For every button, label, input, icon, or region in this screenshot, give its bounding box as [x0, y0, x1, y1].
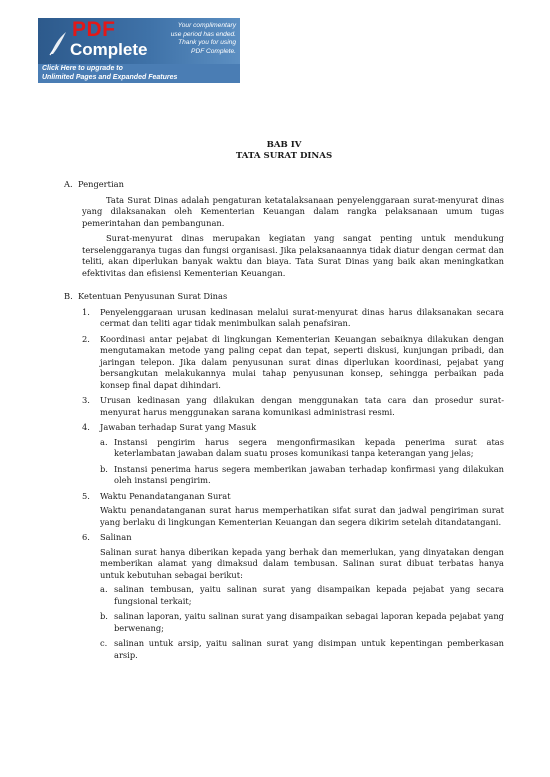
sub-item-text: salinan untuk arsip, yaitu salinan surat yang disimpan untuk kepentingan pemberkasan arsip.	[114, 638, 504, 660]
sub-list-item	[100, 584, 504, 607]
chapter-title: TATA SURAT DINAS	[235, 151, 333, 161]
item-text: Koordinasi antar pejabat di lingkungan Kementerian Keuangan sebaiknya dilakukan dengan mengutamakan metode yang paling cepat dan tepat, seperti diskusi, kunjungan pribadi, dan jaringan telepon. Jika dalam penyusunan surat dinas diperlukan koordinasi, pejabat yang bersangkutan melakukannya mulai tahap penyusunan konsep, sehingga perbaikan pada konsep final dapat dihindari.	[100, 333, 504, 390]
banner-message	[144, 22, 236, 56]
section-title: Ketentuan Penyusunan Surat Dinas	[78, 291, 228, 301]
pdf-complete-banner[interactable]	[38, 18, 240, 64]
section-b-heading	[64, 291, 504, 303]
item-title: Waktu Penandatanganan Surat	[100, 490, 231, 501]
sub-item-letter: c.	[100, 638, 108, 648]
section-a-heading	[64, 179, 504, 191]
sub-item-letter: a.	[100, 436, 108, 447]
paragraph: Tata Surat Dinas adalah pengaturan ketatalaksanaan penyelenggaraan surat-menyurat dinas yang dilaksanakan oleh Kementerian Keuangan dalam rangka pelaksanaan umum tugas pemerintahan dan pembangunan.	[82, 194, 504, 228]
item-text: Waktu penandatanganan surat harus memperhatikan sifat surat dan jadwal pengiriman surat yang berlaku di lingkungan Kementerian Keuangan dan segera dikirim setelah ditandatangani.	[100, 505, 504, 527]
quill-icon	[48, 30, 68, 56]
list-item	[64, 532, 504, 661]
list-item	[64, 307, 504, 330]
banner-message-line: Your complimentary	[177, 22, 236, 29]
sub-list-item	[100, 437, 504, 460]
logo-pdf-text: PDF	[72, 18, 116, 41]
sub-item-text: salinan laporan, yaitu salinan surat yang disampaikan sebagai laporan kepada pejabat yang berwenang;	[114, 611, 504, 633]
banner-message-line: Thank you for using	[178, 39, 236, 46]
sub-item-text: salinan tembusan, yaitu salinan surat yang disampaikan kepada pejabat yang secara fungsional terkait;	[114, 584, 504, 606]
sub-item-letter: a.	[100, 584, 108, 594]
upgrade-link-line[interactable]: Click Here to upgrade to	[42, 65, 123, 72]
sub-item-letter: b.	[100, 611, 108, 621]
sub-list-item	[100, 638, 504, 661]
section-label: A.	[64, 179, 73, 189]
logo-complete-text: Complete	[70, 40, 148, 59]
numbered-list	[64, 307, 504, 662]
lettered-list	[100, 437, 504, 487]
sub-list-item	[100, 611, 504, 634]
section-label: B.	[64, 291, 73, 301]
list-item	[64, 395, 504, 418]
sub-item-letter: b.	[100, 463, 108, 474]
item-number: 6.	[82, 532, 90, 542]
document-page	[64, 140, 504, 665]
item-text: Penyelenggaraan urusan kedinasan melalui surat-menyurat dinas harus dilaksanakan secara cermat dan teliti agar tidak menimbulkan salah penafsiran.	[100, 306, 504, 328]
list-item	[64, 491, 504, 529]
item-number: 4.	[82, 422, 90, 432]
paragraph: Surat-menyurat dinas merupakan kegiatan yang sangat penting untuk mendukung terselenggaranya tugas dan fungsi organisasi. Jika pelaksanaannya tidak diatur dengan cermat dan teliti, akan diperlukan banyak waktu dan biaya. Tata Surat Dinas yang baik akan meningkatkan efektivitas dan efisiensi Kementerian Keuangan.	[82, 233, 504, 278]
item-title: Jawaban terhadap Surat yang Masuk	[100, 422, 257, 432]
banner-message-line: PDF Complete.	[191, 47, 236, 55]
item-text: Urusan kedinasan yang dilakukan dengan menggunakan tata cara dan prosedur surat-menyurat harus menggunakan sarana komunikasi administrasi resmi.	[100, 395, 504, 417]
upgrade-link[interactable]	[38, 64, 240, 83]
item-number: 1.	[82, 306, 90, 317]
section-title: Pengertian	[78, 179, 124, 189]
lettered-list	[100, 584, 504, 661]
item-text: Salinan surat hanya diberikan kepada yang berhak dan memerlukan, yang dinyatakan dengan memberikan alamat yang dimaksud dalam tembusan. Salinan surat dibuat terbatas hanya untuk kebutuhan sebagai berikut:	[100, 546, 504, 580]
item-title: Salinan	[100, 532, 132, 542]
upgrade-link-line[interactable]: Unlimited Pages and Expanded Features	[42, 74, 178, 81]
sub-list-item	[100, 464, 504, 487]
item-number: 3.	[82, 395, 90, 405]
sub-item-text: Instansi penerima harus segera memberikan jawaban terhadap konfirmasi yang dilakukan oleh instansi pengirim.	[114, 463, 504, 485]
banner-message-line: use period has ended.	[170, 30, 236, 38]
pdf-complete-logo	[42, 20, 152, 62]
chapter-heading: BAB IV	[266, 140, 302, 150]
item-number: 2.	[82, 333, 90, 344]
item-number: 5.	[82, 490, 90, 501]
list-item	[64, 422, 504, 487]
sub-item-text: Instansi pengirim harus segera mengonfirmasikan kepada penerima surat atas keterlambatan jawaban dalam suatu proses komunikasi tanpa keterangan yang jelas;	[114, 436, 504, 458]
list-item	[64, 334, 504, 392]
